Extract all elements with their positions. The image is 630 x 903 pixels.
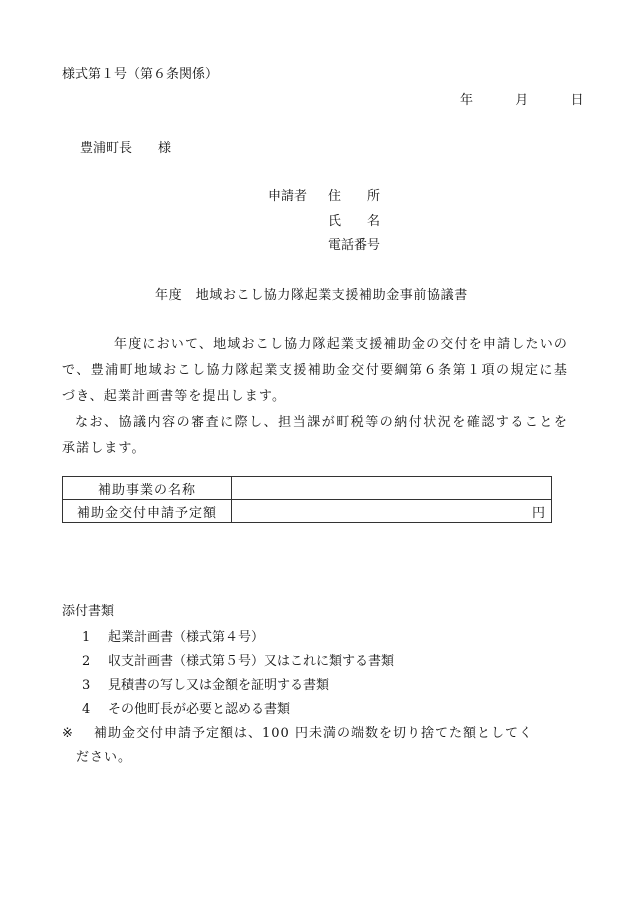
applicant-label: 申請者 [268,189,308,204]
attachment-text: 起業計画書（様式第４号） [108,630,265,645]
attachment-number: 3 [82,678,91,693]
addressee: 豊浦町長 様 [80,141,172,156]
note-mark: ※ [62,726,74,741]
list-item [82,626,264,650]
attachment-number: 4 [82,702,91,717]
applicant-address-label: 住 所 [328,189,381,204]
form-number: 様式第１号（第６条関係） [62,67,219,82]
attachment-text: その他町長が必要と認める書類 [108,702,291,717]
attachment-text: 収支計画書（様式第５号）又はこれに類する書類 [108,654,395,669]
body-text [62,332,568,462]
table-label-project-name: 補助事業の名称 [63,477,232,500]
list-item [82,698,290,722]
table-row [63,500,552,523]
table-value-project-name[interactable] [232,477,552,500]
list-item [82,674,329,698]
table-label-amount: 補助金交付申請予定額 [63,500,232,523]
date-month: 月 [515,93,529,108]
footnote [62,722,568,770]
attachment-number: 2 [82,654,91,669]
body-paragraph-2: なお、協議内容の審査に際し、担当課が町税等の納付状況を確認することを承諾します。 [62,415,568,456]
body-paragraph-1: 年度において、地域おこし協力隊起業支援補助金の交付を申請したいので、豊浦町地域おこし協力隊起業支援補助金交付要綱第６条第１項の規定に基づき、起業計画書等を提出します。 [62,337,568,404]
attachment-text: 見積書の写し又は金額を証明する書類 [108,678,330,693]
document-title: 年度 地域おこし協力隊起業支援補助金事前協議書 [155,288,468,303]
attachments-heading: 添付書類 [62,604,115,619]
list-item [82,650,394,674]
attachment-number: 1 [82,630,91,645]
table-value-amount[interactable]: 円 [232,500,552,523]
date-day: 日 [570,93,584,108]
applicant-name-label: 氏 名 [328,214,381,229]
date-year: 年 [460,93,474,108]
info-table [62,476,552,523]
date-line [460,92,584,110]
applicant-phone-label: 電話番号 [328,238,381,253]
note-line-2: ださい。 [76,750,133,765]
note-line-1: 補助金交付申請予定額は、100 円未満の端数を切り捨てた額としてく [94,726,533,741]
table-row [63,477,552,500]
